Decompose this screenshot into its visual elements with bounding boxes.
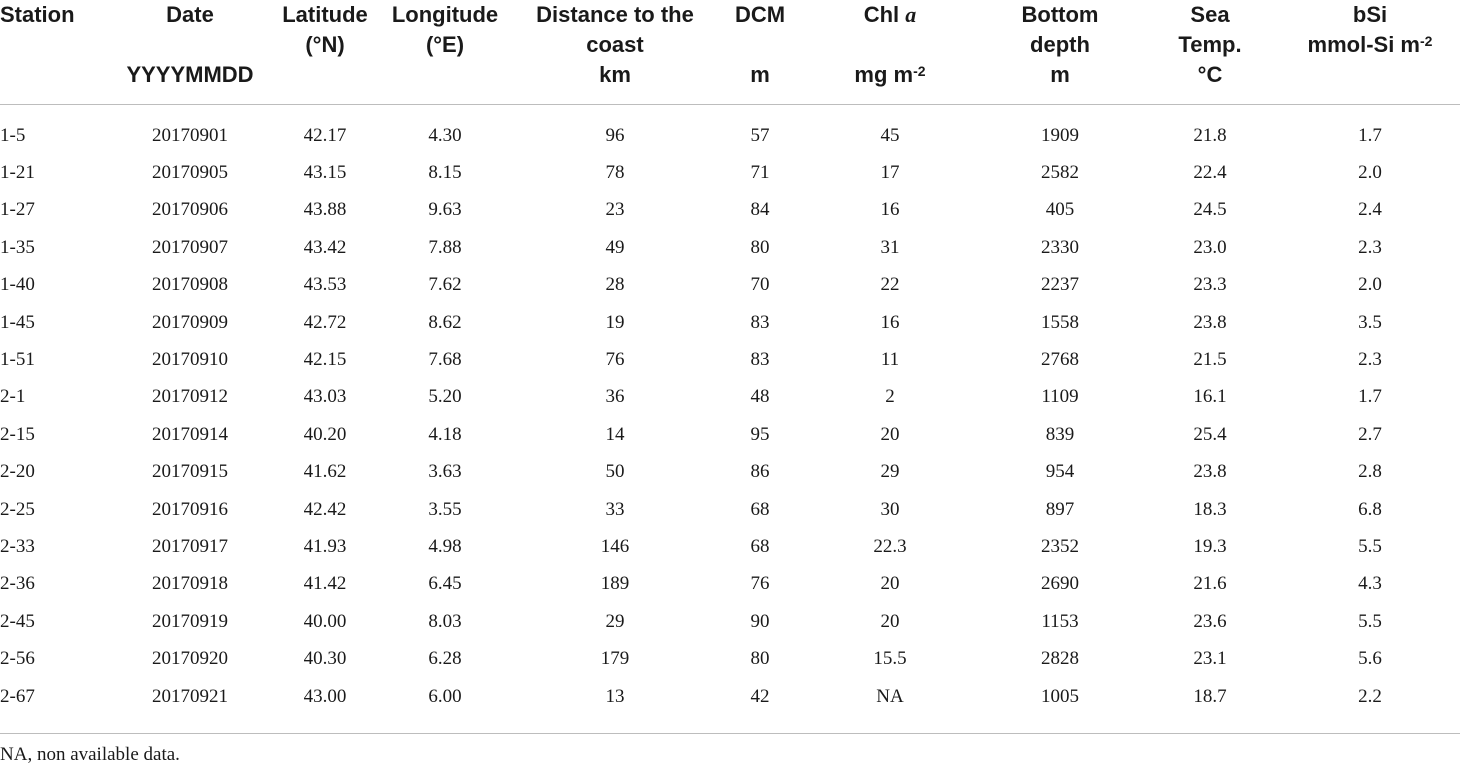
cell-sea-temp: 21.6 — [1193, 573, 1227, 595]
cell-bsi: 3.5 — [1358, 311, 1382, 333]
table-row — [0, 528, 1460, 565]
header-label-line: (°E) — [425, 32, 465, 57]
table-row — [0, 304, 1460, 341]
cell-chl-a: 31 — [880, 236, 900, 258]
header-unit: mg $m^{-2}$ — [854, 62, 926, 87]
header-distance-to-coast — [510, 0, 720, 105]
cell-station: 2-33 — [0, 535, 35, 557]
cell-dcm: 68 — [750, 498, 770, 520]
cell-dcm: 80 — [750, 236, 770, 258]
cell-sea-temp: 23.0 — [1193, 236, 1227, 258]
cell-latitude: 43.53 — [303, 274, 347, 296]
cell-sea-temp: 21.8 — [1193, 124, 1227, 146]
cell-chl-a: 16 — [880, 199, 900, 221]
cell-chl-a: 20 — [880, 610, 900, 632]
cell-dcm: 71 — [750, 162, 770, 184]
cell-sea-temp: 23.1 — [1193, 648, 1227, 670]
cell-bsi: 2.0 — [1358, 274, 1382, 296]
cell-sea-temp: 24.5 — [1193, 199, 1227, 221]
header-row — [0, 0, 1460, 105]
header-label-line: bSi — [1352, 2, 1388, 27]
unit-superscript: -2 — [1420, 33, 1433, 49]
cell-station: 2-36 — [0, 573, 35, 595]
cell-longitude: 6.45 — [428, 573, 462, 595]
cell-distance-to-coast: 23 — [605, 199, 625, 221]
cell-station: 2-1 — [0, 386, 26, 408]
cell-bsi: 6.8 — [1358, 498, 1382, 520]
cell-distance-to-coast: 13 — [605, 685, 625, 707]
table-row — [0, 341, 1460, 378]
cell-bottom-depth: 1153 — [1041, 610, 1079, 632]
cell-latitude: 43.42 — [303, 236, 347, 258]
unit-superscript: -2 — [913, 63, 926, 79]
header-unit: YYYYMMDD — [126, 62, 254, 87]
cell-sea-temp: 23.3 — [1193, 274, 1227, 296]
cell-longitude: 9.63 — [428, 199, 462, 221]
cell-distance-to-coast: 19 — [605, 311, 625, 333]
header-label-line: (°N) — [305, 32, 345, 57]
cell-date: 20170921 — [152, 685, 228, 707]
cell-longitude: 6.00 — [428, 685, 462, 707]
table-row — [0, 678, 1460, 727]
header-bsi — [1280, 0, 1460, 105]
cell-date: 20170920 — [152, 648, 228, 670]
cell-distance-to-coast: 78 — [605, 162, 625, 184]
cell-bottom-depth: 2330 — [1041, 236, 1079, 258]
cell-date: 20170910 — [152, 349, 228, 371]
cell-longitude: 8.15 — [428, 162, 462, 184]
cell-latitude: 40.20 — [303, 423, 347, 445]
table-header — [0, 0, 1460, 105]
cell-station: 1-27 — [0, 199, 35, 221]
table-row — [0, 267, 1460, 304]
cell-latitude: 41.42 — [303, 573, 347, 595]
cell-station: 1-51 — [0, 349, 35, 371]
table-row — [0, 154, 1460, 191]
cell-station: 1-5 — [0, 124, 26, 146]
table-row — [0, 566, 1460, 603]
cell-latitude: 42.72 — [303, 311, 347, 333]
cell-distance-to-coast: 146 — [600, 535, 630, 557]
cell-date: 20170912 — [152, 386, 228, 408]
cell-chl-a: 20 — [880, 423, 900, 445]
header-station — [0, 0, 110, 105]
header-longitude — [380, 0, 510, 105]
cell-distance-to-coast: 36 — [605, 386, 625, 408]
cell-dcm: 68 — [750, 535, 770, 557]
cell-latitude: 43.03 — [303, 386, 347, 408]
cell-station: 1-40 — [0, 274, 35, 296]
cell-date: 20170916 — [152, 498, 228, 520]
cell-distance-to-coast: 33 — [605, 498, 625, 520]
cell-bottom-depth: 897 — [1045, 498, 1075, 520]
cell-sea-temp: 19.3 — [1193, 535, 1227, 557]
cell-date: 20170917 — [152, 535, 228, 557]
cell-distance-to-coast: 76 — [605, 349, 625, 371]
header-label-line: depth — [1030, 32, 1090, 57]
cell-bottom-depth: 2582 — [1041, 162, 1079, 184]
cell-chl-a: 2 — [885, 386, 895, 408]
cell-chl-a: 30 — [880, 498, 900, 520]
cell-chl-a: 17 — [880, 162, 900, 184]
cell-station: 1-21 — [0, 162, 35, 184]
header-bottom-depth — [980, 0, 1140, 105]
cell-latitude: 41.93 — [303, 535, 347, 557]
header-label-line: DCM — [734, 2, 786, 27]
cell-bottom-depth: 2690 — [1041, 573, 1079, 595]
cell-sea-temp: 25.4 — [1193, 423, 1227, 445]
header-chl-a — [800, 0, 980, 105]
cell-longitude: 3.63 — [428, 461, 462, 483]
header-label-line: coast — [586, 32, 644, 57]
cell-station: 2-25 — [0, 498, 35, 520]
cell-distance-to-coast: 29 — [605, 610, 625, 632]
cell-chl-a: 20 — [880, 573, 900, 595]
cell-bsi: 5.6 — [1358, 648, 1382, 670]
cell-sea-temp: 18.7 — [1193, 685, 1227, 707]
cell-latitude: 41.62 — [303, 461, 347, 483]
cell-chl-a: 45 — [880, 124, 900, 146]
cell-bsi: 2.2 — [1358, 685, 1382, 707]
cell-bsi: 2.7 — [1358, 423, 1382, 445]
table-bottom-rule — [0, 733, 1460, 734]
cell-chl-a: 22 — [880, 274, 900, 296]
table-row — [0, 491, 1460, 528]
cell-sea-temp: 21.5 — [1193, 349, 1227, 371]
cell-distance-to-coast: 189 — [600, 573, 630, 595]
header-label-line: Latitude — [282, 2, 368, 27]
chl-italic-a: a — [905, 2, 917, 27]
cell-chl-a: 22.3 — [873, 535, 907, 557]
cell-station: 2-67 — [0, 685, 35, 707]
cell-bsi: 2.3 — [1358, 349, 1382, 371]
cell-longitude: 3.55 — [428, 498, 462, 520]
cell-distance-to-coast: 49 — [605, 236, 625, 258]
cell-longitude: 5.20 — [428, 386, 462, 408]
cell-distance-to-coast: 28 — [605, 274, 625, 296]
cell-bottom-depth: 2237 — [1041, 274, 1079, 296]
header-label-line: Date — [166, 2, 214, 27]
cell-latitude: 42.42 — [303, 498, 347, 520]
cell-station: 2-56 — [0, 648, 35, 670]
cell-longitude: 7.68 — [428, 349, 462, 371]
header-label-line — [800, 0, 980, 30]
table-row — [0, 416, 1460, 453]
table-row — [0, 379, 1460, 416]
cell-chl-a: NA — [876, 685, 904, 707]
cell-sea-temp: 23.8 — [1193, 461, 1227, 483]
cell-longitude: 8.03 — [428, 610, 462, 632]
cell-date: 20170915 — [152, 461, 228, 483]
cell-latitude: 43.88 — [303, 199, 347, 221]
cell-date: 20170919 — [152, 610, 228, 632]
cell-bsi: 2.4 — [1358, 199, 1382, 221]
cell-date: 20170901 — [152, 124, 228, 146]
cell-longitude: 6.28 — [428, 648, 462, 670]
cell-dcm: 70 — [750, 274, 770, 296]
cell-longitude: 4.98 — [428, 535, 462, 557]
cell-dcm: 80 — [750, 648, 770, 670]
cell-station: 2-45 — [0, 610, 35, 632]
cell-bsi: 2.3 — [1358, 236, 1382, 258]
header-label-line: Station — [0, 2, 75, 27]
cell-distance-to-coast: 179 — [600, 648, 630, 670]
cell-distance-to-coast: 96 — [605, 124, 625, 146]
cell-longitude: 4.30 — [428, 124, 462, 146]
cell-dcm: 90 — [750, 610, 770, 632]
cell-dcm: 83 — [750, 349, 770, 371]
cell-distance-to-coast: 14 — [605, 423, 625, 445]
table-footnote: NA, non available data. — [0, 744, 180, 765]
header-label-line: Bottom — [1021, 2, 1099, 27]
cell-sea-temp: 23.6 — [1193, 610, 1227, 632]
cell-bottom-depth: 405 — [1045, 199, 1075, 221]
chl-label: Chl — [863, 2, 906, 27]
cell-date: 20170914 — [152, 423, 228, 445]
header-date — [110, 0, 270, 105]
cell-bottom-depth: 1109 — [1041, 386, 1079, 408]
header-dcm — [720, 0, 800, 105]
cell-bsi: 4.3 — [1358, 573, 1382, 595]
header-unit: m — [1050, 62, 1070, 87]
cell-bottom-depth: 2768 — [1041, 349, 1079, 371]
cell-bottom-depth: 954 — [1045, 461, 1075, 483]
cell-longitude: 4.18 — [428, 423, 462, 445]
cell-dcm: 57 — [750, 124, 770, 146]
header-unit: mmol-Si $m^{-2}$ — [1307, 32, 1433, 57]
cell-dcm: 86 — [750, 461, 770, 483]
cell-date: 20170907 — [152, 236, 228, 258]
header-unit: km — [599, 62, 631, 87]
cell-sea-temp: 16.1 — [1193, 386, 1227, 408]
cell-dcm: 48 — [750, 386, 770, 408]
cell-bottom-depth: 2828 — [1041, 648, 1079, 670]
cell-dcm: 84 — [750, 199, 770, 221]
cell-date: 20170908 — [152, 274, 228, 296]
cell-longitude: 7.88 — [428, 236, 462, 258]
cell-station: 2-15 — [0, 423, 35, 445]
cell-bsi: 2.8 — [1358, 461, 1382, 483]
table-row — [0, 603, 1460, 640]
table-row — [0, 105, 1460, 155]
cell-dcm: 76 — [750, 573, 770, 595]
cell-bsi: 5.5 — [1358, 535, 1382, 557]
cell-chl-a: 29 — [880, 461, 900, 483]
header-sea-temp — [1140, 0, 1280, 105]
cell-sea-temp: 22.4 — [1193, 162, 1227, 184]
cell-bsi: 2.0 — [1358, 162, 1382, 184]
cell-bottom-depth: 1909 — [1041, 124, 1079, 146]
cell-dcm: 42 — [750, 685, 770, 707]
table-row — [0, 192, 1460, 229]
cell-station: 1-45 — [0, 311, 35, 333]
cell-dcm: 95 — [750, 423, 770, 445]
cell-bsi: 1.7 — [1358, 386, 1382, 408]
cell-bottom-depth: 1558 — [1041, 311, 1079, 333]
cell-bottom-depth: 839 — [1045, 423, 1075, 445]
cell-latitude: 42.17 — [303, 124, 347, 146]
cell-latitude: 42.15 — [303, 349, 347, 371]
cell-bottom-depth: 2352 — [1041, 535, 1079, 557]
cell-chl-a: 16 — [880, 311, 900, 333]
table-row — [0, 640, 1460, 677]
header-label-line: Longitude — [391, 2, 499, 27]
table-body — [0, 105, 1460, 728]
cell-date: 20170905 — [152, 162, 228, 184]
cell-station: 1-35 — [0, 236, 35, 258]
header-unit: °C — [1197, 62, 1223, 87]
header-label-line: Sea — [1190, 2, 1230, 27]
cell-distance-to-coast: 50 — [605, 461, 625, 483]
table-row — [0, 454, 1460, 491]
cell-chl-a: 15.5 — [873, 648, 907, 670]
cell-latitude: 43.00 — [303, 685, 347, 707]
cell-longitude: 8.62 — [428, 311, 462, 333]
cell-date: 20170906 — [152, 199, 228, 221]
cell-longitude: 7.62 — [428, 274, 462, 296]
cell-latitude: 40.30 — [303, 648, 347, 670]
cell-bsi: 1.7 — [1358, 124, 1382, 146]
cell-station: 2-20 — [0, 461, 35, 483]
header-label-line: Temp. — [1178, 32, 1242, 57]
cell-latitude: 40.00 — [303, 610, 347, 632]
table-row — [0, 229, 1460, 266]
cell-bsi: 5.5 — [1358, 610, 1382, 632]
cell-chl-a: 11 — [880, 349, 900, 371]
header-label-line: Distance to the — [536, 2, 694, 27]
cell-sea-temp: 23.8 — [1193, 311, 1227, 333]
cell-date: 20170909 — [152, 311, 228, 333]
cell-dcm: 83 — [750, 311, 770, 333]
cell-latitude: 43.15 — [303, 162, 347, 184]
cell-bottom-depth: 1005 — [1041, 685, 1079, 707]
header-unit: m — [750, 62, 770, 87]
header-latitude — [270, 0, 380, 105]
cell-date: 20170918 — [152, 573, 228, 595]
cell-sea-temp: 18.3 — [1193, 498, 1227, 520]
